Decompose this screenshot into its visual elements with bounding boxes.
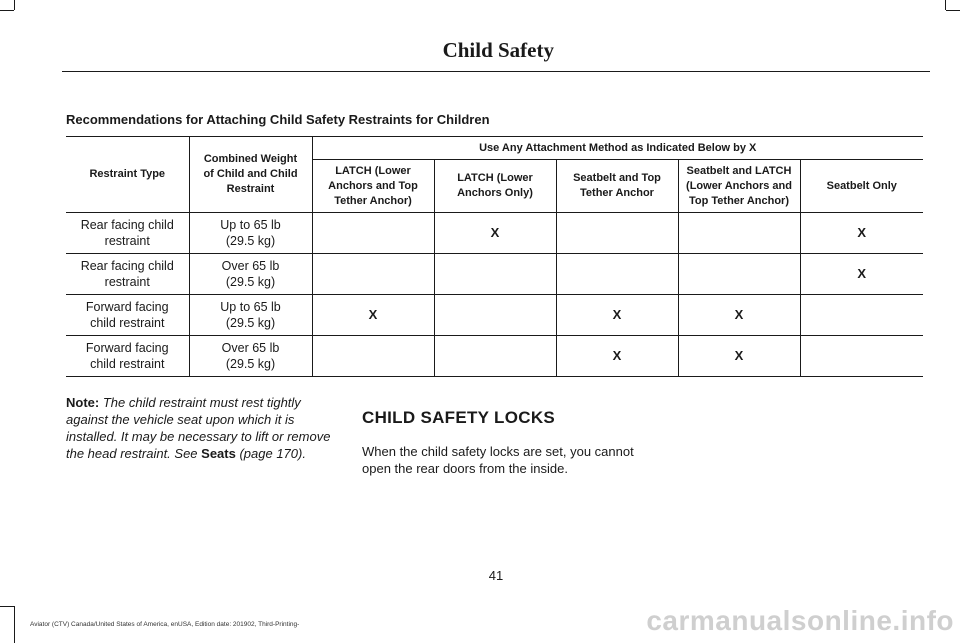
note-page-ref: (page 170).	[235, 446, 306, 461]
attachment-method-group-header: Use Any Attachment Method as Indicated Below by X	[312, 137, 923, 160]
weight-cell: Over 65 lb (29.5 kg)	[189, 336, 312, 377]
mark-cell: X	[434, 213, 556, 254]
crop-mark	[14, 0, 15, 10]
crop-mark	[14, 606, 15, 643]
edition-footer: Aviator (CTV) Canada/United States of America, enUSA, Edition date: 201902, Third-Printing-	[30, 621, 300, 628]
table-title: Recommendations for Attaching Child Safety Restraints for Children	[66, 112, 490, 127]
table-row	[66, 254, 923, 295]
restraint-type-cell: Forward facing child restraint	[66, 295, 189, 336]
crop-mark	[945, 0, 946, 10]
method-header-seatbelt-latch: Seatbelt and LATCH (Lower Anchors and Top Tether Anchor)	[678, 160, 800, 213]
mark-cell: X	[312, 295, 434, 336]
table-row	[66, 336, 923, 377]
method-header-latch-only: LATCH (Lower Anchors Only)	[434, 160, 556, 213]
mark-cell	[312, 336, 434, 377]
mark-cell	[678, 254, 800, 295]
mark-cell: X	[678, 295, 800, 336]
note-text: The child restraint must rest tightly against the vehicle seat upon which it is installed. It may be necessary to lift or remove the head restraint. See	[66, 395, 331, 461]
restraint-table	[66, 136, 923, 377]
section-body: When the child safety locks are set, you cannot open the rear doors from the inside.	[362, 444, 634, 476]
section-heading: CHILD SAFETY LOCKS	[362, 408, 556, 427]
restraint-type-header: Restraint Type	[66, 137, 189, 213]
note-paragraph	[66, 394, 344, 462]
mark-cell	[800, 336, 923, 377]
weight-cell: Up to 65 lb (29.5 kg)	[189, 213, 312, 254]
mark-cell	[312, 213, 434, 254]
page-title: Child Safety	[442, 38, 554, 62]
watermark: carmanualsonline.info	[646, 605, 954, 636]
method-header-seatbelt-only: Seatbelt Only	[800, 160, 923, 213]
note-label: Note:	[66, 395, 100, 410]
table-row	[66, 213, 923, 254]
crop-mark	[0, 10, 14, 11]
mark-cell	[556, 254, 678, 295]
method-header-seatbelt-tether: Seatbelt and Top Tether Anchor	[556, 160, 678, 213]
mark-cell	[556, 213, 678, 254]
mark-cell: X	[556, 336, 678, 377]
mark-cell	[800, 295, 923, 336]
mark-cell: X	[800, 254, 923, 295]
mark-cell: X	[800, 213, 923, 254]
restraint-type-cell: Rear facing child restraint	[66, 213, 189, 254]
header-divider	[62, 71, 930, 72]
weight-cell: Up to 65 lb (29.5 kg)	[189, 295, 312, 336]
crop-mark	[0, 606, 14, 607]
crop-mark	[946, 10, 960, 11]
table-row	[66, 295, 923, 336]
restraint-type-cell: Rear facing child restraint	[66, 254, 189, 295]
mark-cell: X	[678, 336, 800, 377]
combined-weight-header: Combined Weight of Child and Child Restraint	[189, 137, 312, 213]
seats-reference-link[interactable]: Seats	[201, 446, 236, 461]
mark-cell	[434, 254, 556, 295]
mark-cell	[434, 295, 556, 336]
mark-cell	[434, 336, 556, 377]
weight-cell: Over 65 lb (29.5 kg)	[189, 254, 312, 295]
mark-cell	[312, 254, 434, 295]
page-number: 41	[488, 568, 504, 583]
restraint-type-cell: Forward facing child restraint	[66, 336, 189, 377]
method-header-latch-tether: LATCH (Lower Anchors and Top Tether Anchor)	[312, 160, 434, 213]
mark-cell: X	[556, 295, 678, 336]
mark-cell	[678, 213, 800, 254]
